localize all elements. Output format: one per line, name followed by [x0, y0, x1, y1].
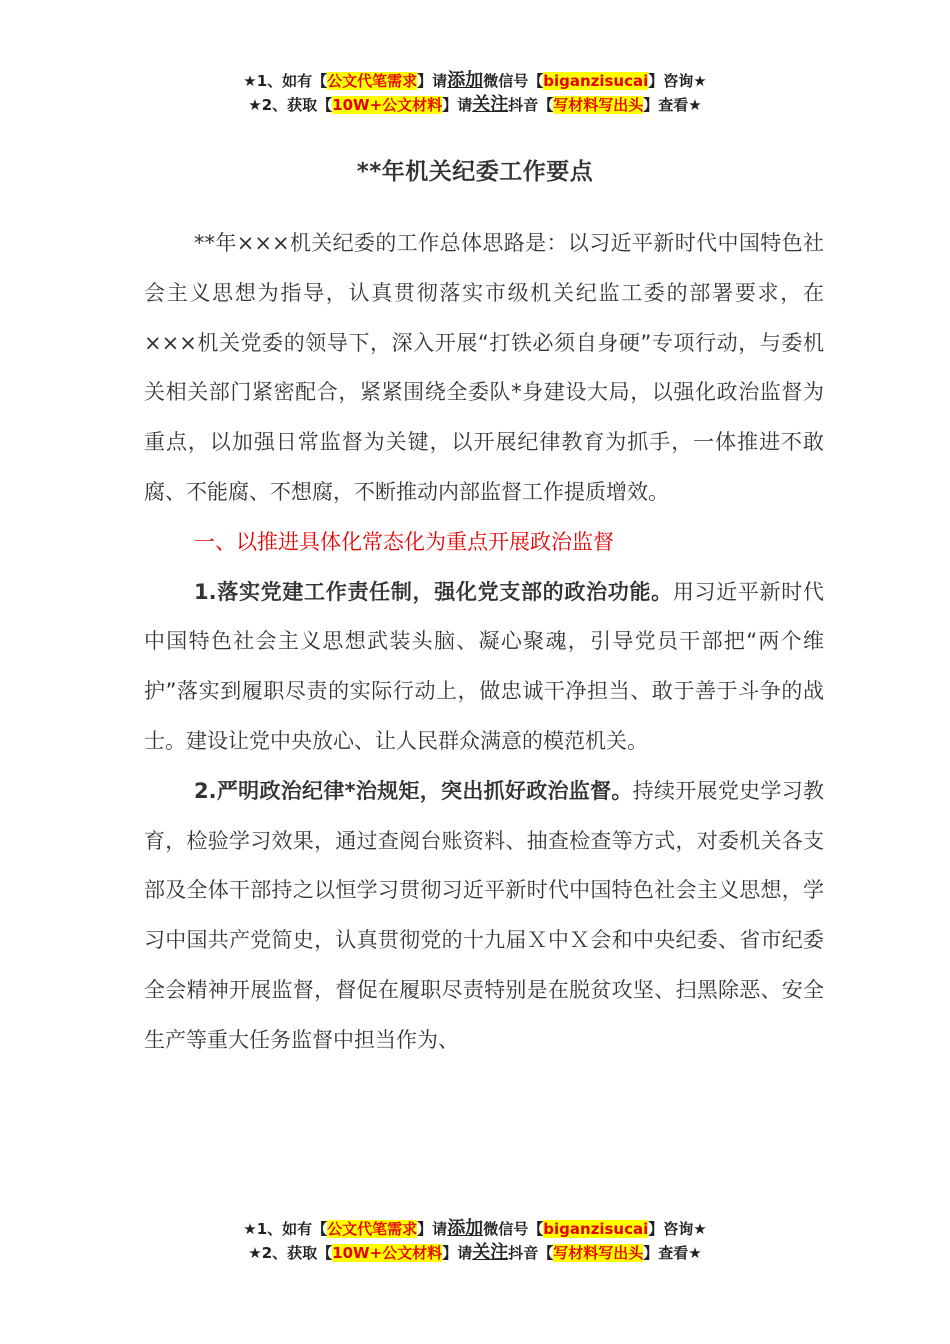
document-title: **年机关纪委工作要点: [356, 159, 594, 185]
promo-emphasis: 关注: [472, 1242, 509, 1263]
intro-paragraph: **年×××机关纪委的工作总体思路是：以习近平新时代中国特色社会主义思想为指导，认真贯彻落实市级机关纪监工委的部署要求，在×××机关党委的领导下，深入开展“打铁必须自身硬”专项行动，与委机关相关部门紧密配合，紧紧围绕全委队*身建设大局，以强化政治监督为重点，以加强日常监督为关键，以开展纪律教育为抓手，一体推进不敢腐、不能腐、不想腐，不断推动内部监督工作提质增效。: [144, 231, 824, 504]
document-body: [144, 219, 824, 1066]
promo-wechat-id: biganzisucai: [543, 72, 649, 90]
promo-highlight: 公文代笔需求: [327, 72, 418, 90]
section-heading: 一、以推进具体化常态化为重点开展政治监督: [194, 529, 614, 554]
promo-text: 微信号【: [483, 72, 544, 90]
promo-wechat-id: biganzisucai: [543, 1220, 649, 1238]
item-body: 用习近平新时代中国特色社会主义思想武装头脑、凝心聚魂，引导党员干部把“两个维护”落实到履职尽责的实际行动上，做忠诚干净担当、敢于善于斗争的战士。建设让党中央放心、让人民群众满意的模范机关。: [144, 579, 825, 753]
promo-douyin-id: 写材料写出头: [553, 96, 644, 114]
promo-text: 】请: [417, 1220, 448, 1238]
promo-text: 】请: [442, 1244, 473, 1262]
promo-text: ★2、获取【: [248, 96, 333, 114]
promo-text: ★2、获取【: [248, 1244, 333, 1262]
promo-text: 】咨询★: [648, 72, 707, 90]
promo-highlight: 10W+公文材料: [332, 1244, 443, 1262]
item-lead: 1.落实党建工作责任制，强化党支部的政治功能。: [194, 579, 673, 604]
item-body: 持续开展党史学习教育，检验学习效果，通过查阅台账资料、抽查检查等方式，对委机关各支部及全体干部持之以恒学习贯彻习近平新时代中国特色社会主义思想，学习中国共产党简史，认真贯彻党的十九届Ｘ中Ｘ会和中央纪委、省市纪委全会精神开展监督，督促在履职尽责特别是在脱贫攻坚、扫黑除恶、安全生产等重大任务监督中担当作为、: [144, 778, 824, 1052]
promo-line-2: [0, 93, 950, 117]
promo-emphasis: 添加: [447, 1218, 484, 1239]
promo-text: 微信号【: [483, 1220, 544, 1238]
promo-line-2: [0, 1241, 950, 1265]
promo-line-1: [0, 69, 950, 93]
promo-banner-bottom: [0, 1217, 950, 1265]
promo-text: 】请: [417, 72, 448, 90]
promo-emphasis: 关注: [472, 94, 509, 115]
item-lead: 2.严明政治纪律*治规矩，突出抓好政治监督。: [194, 778, 633, 803]
promo-text: 】请: [442, 96, 473, 114]
promo-text: 抖音【: [508, 96, 554, 114]
promo-text: 】查看★: [643, 96, 702, 114]
promo-text: 】查看★: [643, 1244, 702, 1262]
item-paragraph-2: [144, 767, 824, 1066]
promo-text: ★1、如有【: [243, 1220, 328, 1238]
promo-line-1: [0, 1217, 950, 1241]
promo-highlight: 10W+公文材料: [332, 96, 443, 114]
promo-emphasis: 添加: [447, 70, 484, 91]
promo-text: ★1、如有【: [243, 72, 328, 90]
promo-text: 抖音【: [508, 1244, 554, 1262]
promo-text: 】咨询★: [648, 1220, 707, 1238]
item-paragraph-1: [144, 568, 824, 767]
promo-highlight: 公文代笔需求: [327, 1220, 418, 1238]
promo-banner-top: [0, 69, 950, 117]
promo-douyin-id: 写材料写出头: [553, 1244, 644, 1262]
